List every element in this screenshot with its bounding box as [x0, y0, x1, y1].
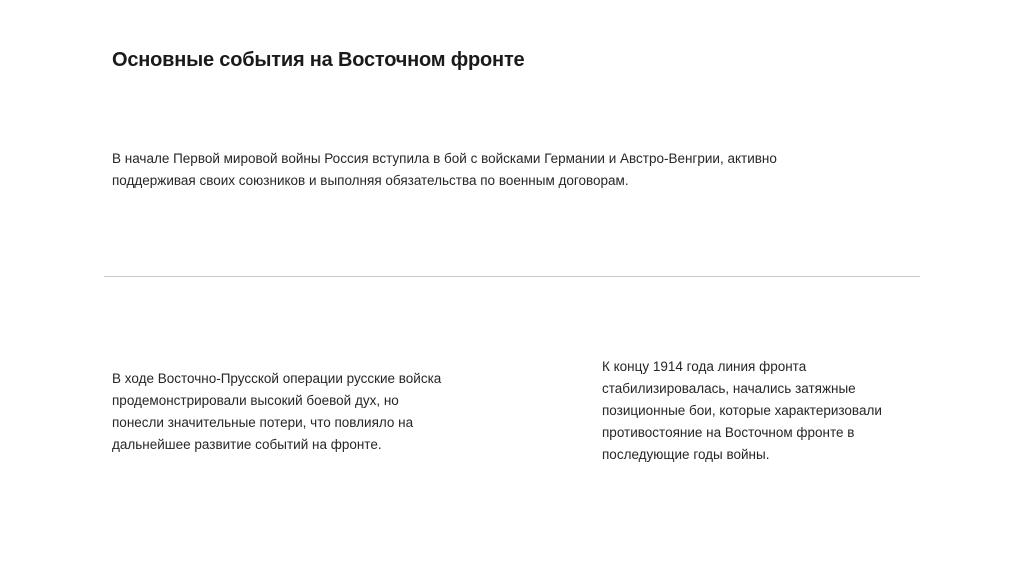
- left-column-line: дальнейшее развитие событий на фронте.: [112, 437, 382, 452]
- right-column-line: К концу 1914 года линия фронта: [602, 359, 807, 374]
- slide-title: Основные события на Восточном фронте: [112, 49, 525, 71]
- intro-line: В начале Первой мировой войны Россия вступила в бой с войсками Германии и Австро-Венгрии, активно: [112, 151, 777, 166]
- right-column-line: последующие годы войны.: [602, 447, 770, 462]
- intro-line: поддерживая своих союзников и выполняя обязательства по военным договорам.: [112, 173, 629, 188]
- section-divider: [104, 276, 920, 277]
- right-column-line: стабилизировалась, начались затяжные: [602, 381, 856, 396]
- left-column-line: продемонстрировали высокий боевой дух, но: [112, 393, 399, 408]
- left-column-line: В ходе Восточно-Прусской операции русские войска: [112, 371, 442, 386]
- intro-paragraph: [112, 148, 832, 192]
- right-column-text: [602, 356, 902, 466]
- left-column-text: [112, 368, 452, 456]
- right-column-line: противостояние на Восточном фронте в: [602, 425, 855, 440]
- right-column-line: позиционные бои, которые характеризовали: [602, 403, 882, 418]
- left-column-line: понесли значительные потери, что повлияло на: [112, 415, 414, 430]
